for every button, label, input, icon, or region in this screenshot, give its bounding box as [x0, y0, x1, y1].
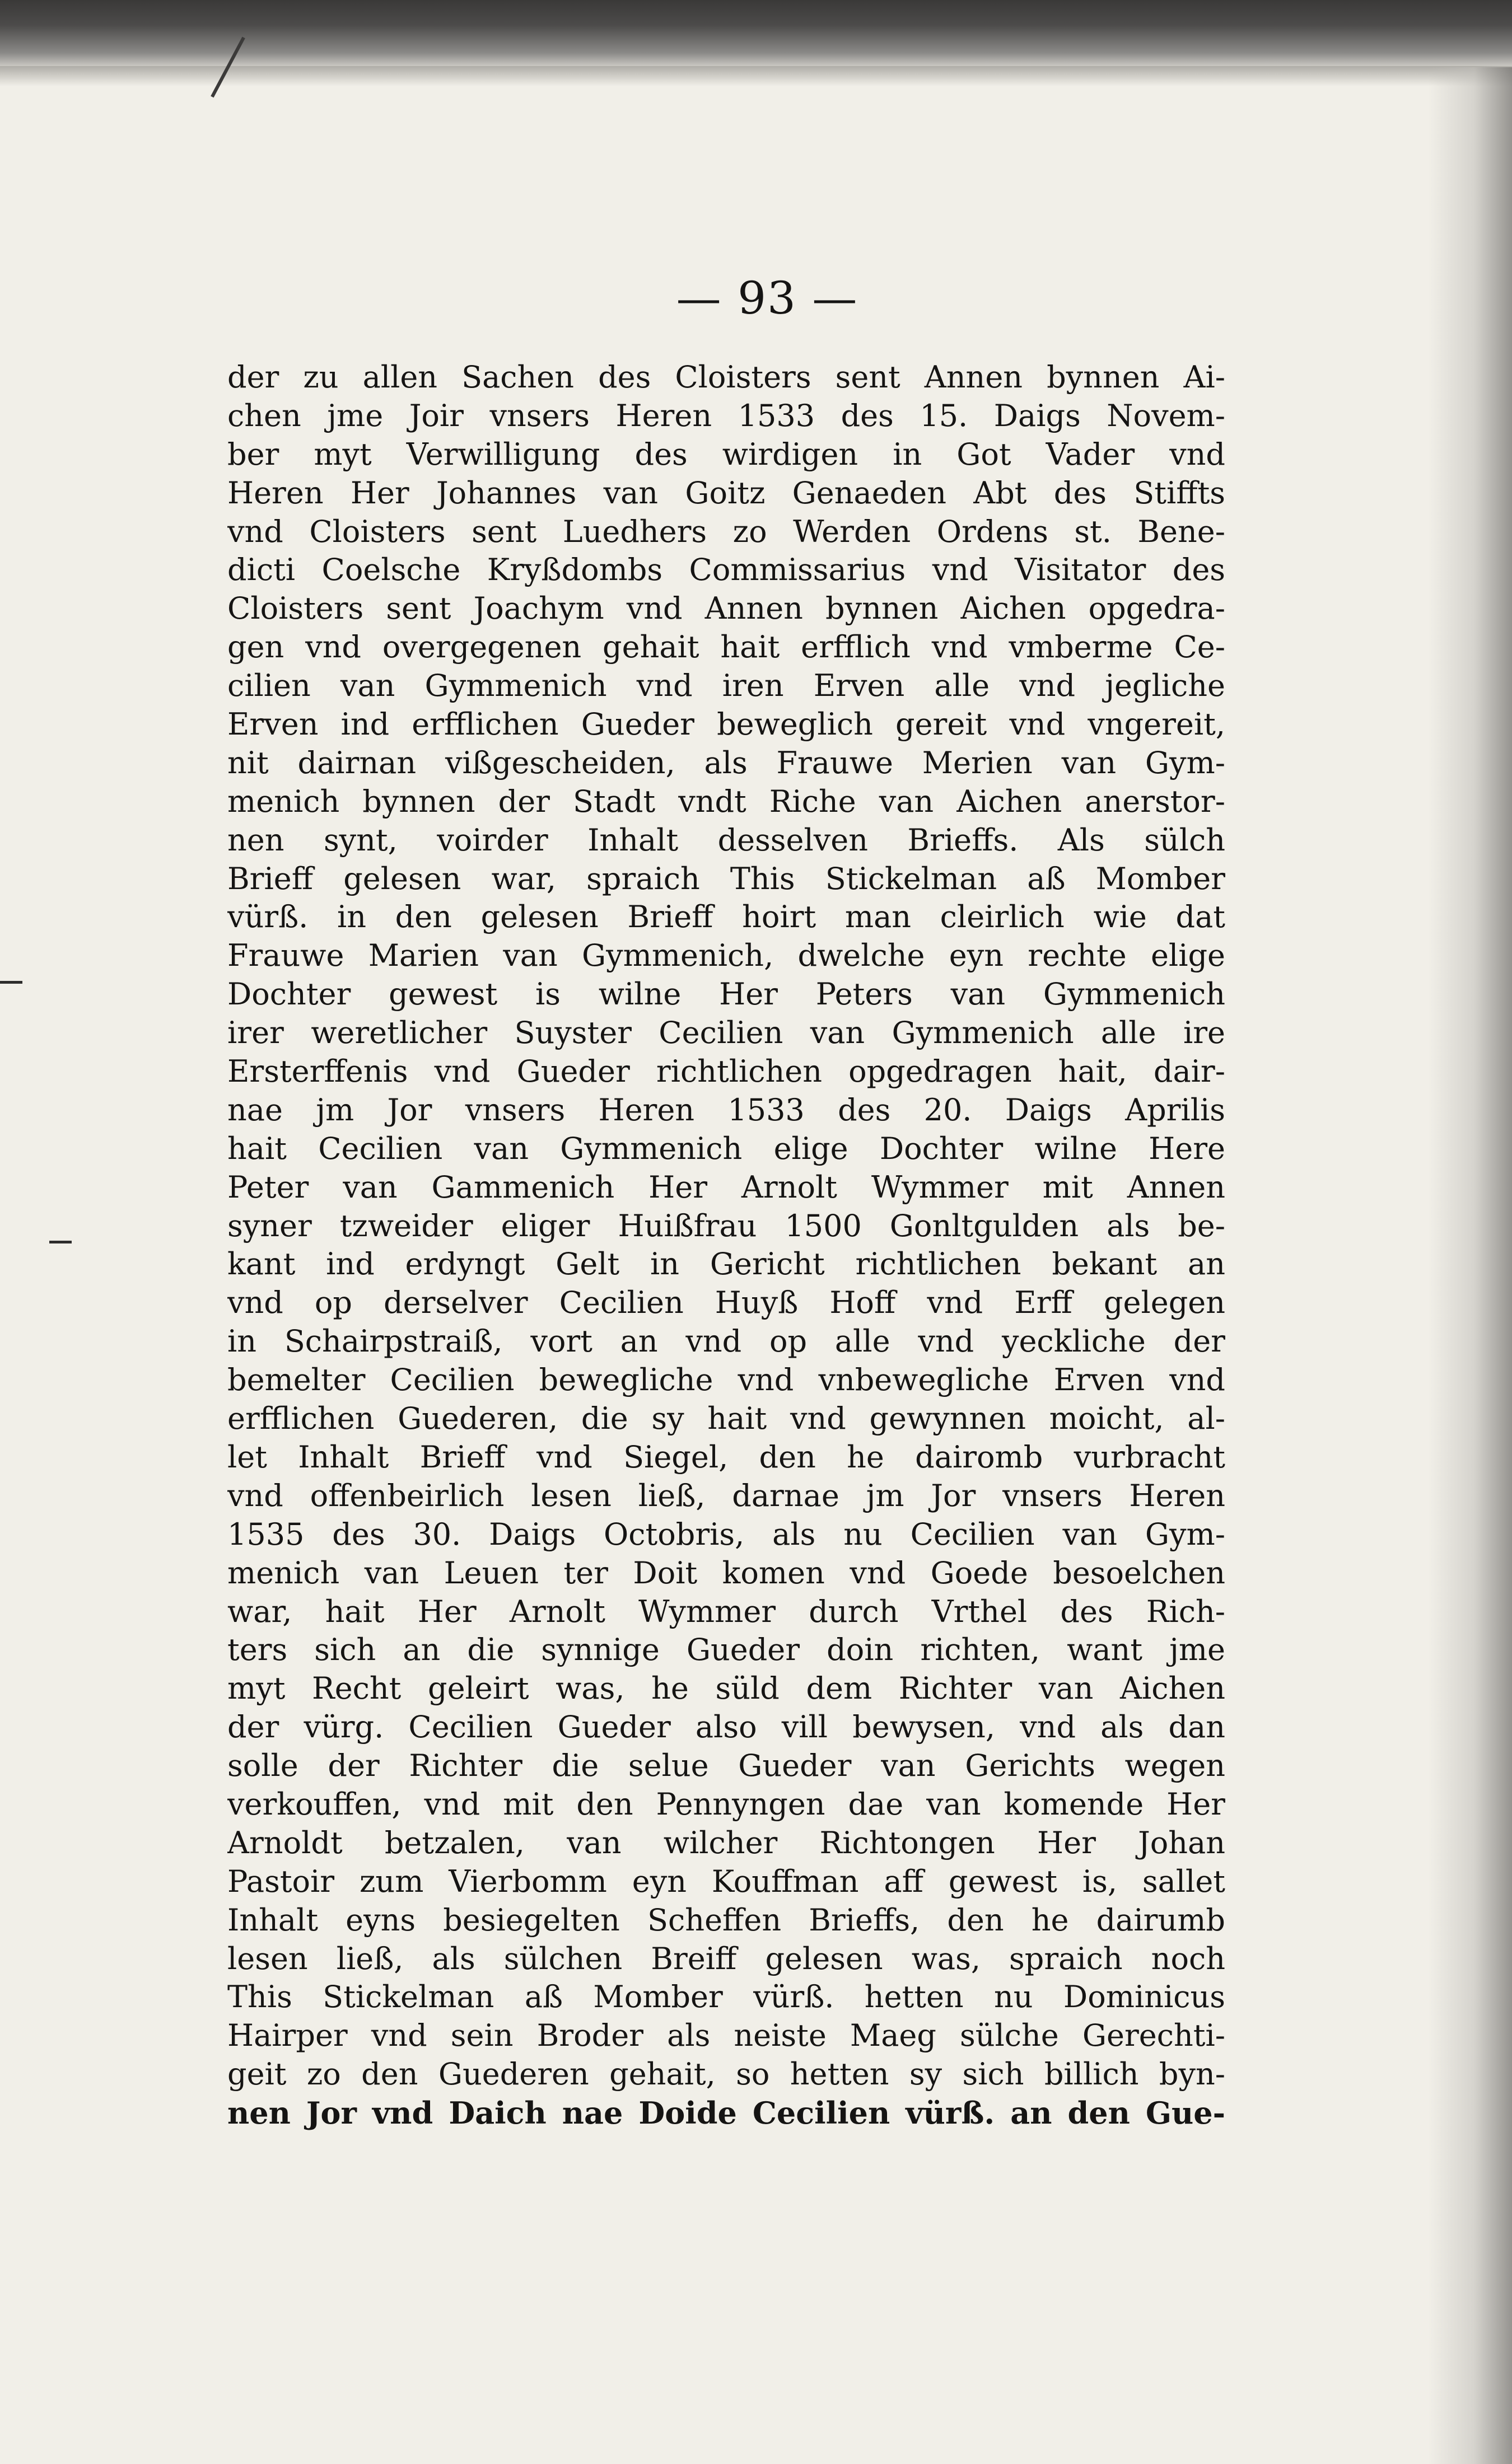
text-line: lesen ließ, als sülchen Breiff gelesen was, spraich noch [227, 1941, 1225, 1976]
body-text [227, 358, 1225, 2133]
text-line: Heren Her Johannes van Goitz Genaeden Abt des Stiffts [227, 475, 1225, 511]
page-number: — 93 — [676, 272, 858, 324]
text-line: 1535 des 30. Daigs Octobris, als nu Cecilien van Gym- [227, 1516, 1225, 1552]
text-line: erfflichen Guederen, die sy hait vnd gewynnen moicht, al- [227, 1401, 1225, 1437]
text-line: Erven ind erfflichen Gueder beweglich gereit vnd vngereit, [227, 707, 1225, 742]
text-line: myt Recht geleirt was, he süld dem Richter van Aichen [227, 1671, 1225, 1706]
text-line: let Inhalt Brieff vnd Siegel, den he dairomb vurbracht [227, 1439, 1225, 1475]
text-line: Cloisters sent Joachym vnd Annen bynnen Aichen opgedra- [227, 591, 1225, 626]
text-line: vürß. in den gelesen Brieff hoirt man cleirlich wie dat [227, 899, 1225, 935]
text-line: der zu allen Sachen des Cloisters sent Annen bynnen Ai- [227, 359, 1225, 395]
text-line: cilien van Gymmenich vnd iren Erven alle vnd jegliche [227, 668, 1225, 704]
text-line: Inhalt eyns besiegelten Scheffen Brieffs, den he dairumb [227, 1902, 1225, 1938]
text-line: Ersterffenis vnd Gueder richtlichen opgedragen hait, dair- [227, 1054, 1225, 1090]
text-line: hait Cecilien van Gymmenich elige Dochter wilne Here [227, 1130, 1225, 1166]
text-line: ber myt Verwilligung des wirdigen in Got Vader vnd [227, 436, 1225, 472]
text-line: Pastoir zum Vierbomm eyn Kouffman aff gewest is, sallet [227, 1863, 1225, 1899]
text-line: dicti Coelsche Kryßdombs Commissarius vnd Visitator des [227, 552, 1225, 588]
scan-gutter-mark [0, 981, 22, 984]
text-line: nen synt, voirder Inhalt desselven Brieffs. Als sülch [227, 822, 1225, 858]
text-line: ters sich an die synnige Gueder doin richten, want jme [227, 1632, 1225, 1668]
text-line: Hairper vnd sein Broder als neiste Maeg sülche Gerechti- [227, 2018, 1225, 2054]
text-line: verkouffen, vnd mit den Pennyngen dae van komende Her [227, 1786, 1225, 1822]
text-line: irer weretlicher Suyster Cecilien van Gymmenich alle ire [227, 1015, 1225, 1051]
text-line: Brieff gelesen war, spraich This Stickelman aß Momber [227, 861, 1225, 896]
text-line: chen jme Joir vnsers Heren 1533 des 15. Daigs Novem- [227, 398, 1225, 433]
text-line: gen vnd overgegenen gehait hait erfflich vnd vmberme Ce- [227, 629, 1225, 665]
text-line: menich van Leuen ter Doit komen vnd Goede besoelchen [227, 1555, 1225, 1591]
text-line: vnd offenbeirlich lesen ließ, darnae jm Jor vnsers Heren [227, 1478, 1225, 1513]
text-line: nen Jor vnd Daich nae Doide Cecilien vürß. an den Gue- [227, 2095, 1225, 2131]
text-line: in Schairpstraiß, vort an vnd op alle vnd yeckliche der [227, 1324, 1225, 1359]
text-line: bemelter Cecilien bewegliche vnd vnbewegliche Erven vnd [227, 1362, 1225, 1398]
text-line: war, hait Her Arnolt Wymmer durch Vrthel des Rich- [227, 1593, 1225, 1629]
text-line: der vürg. Cecilien Gueder also vill bewysen, vnd als dan [227, 1709, 1225, 1745]
scan-gutter-mark [49, 1241, 72, 1243]
text-line: This Stickelman aß Momber vürß. hetten nu Dominicus [227, 1979, 1225, 2015]
scan-right-shadow [1428, 67, 1512, 2464]
text-line: syner tzweider eliger Huißfrau 1500 Gonltgulden als be- [227, 1208, 1225, 1243]
text-line: Peter van Gammenich Her Arnolt Wymmer mit Annen [227, 1169, 1225, 1205]
text-line: vnd op derselver Cecilien Huyß Hoff vnd Erff gelegen [227, 1285, 1225, 1321]
text-line: nae jm Jor vnsers Heren 1533 des 20. Daigs Aprilis [227, 1092, 1225, 1128]
text-line: menich bynnen der Stadt vndt Riche van Aichen anerstor- [227, 783, 1225, 819]
text-line: solle der Richter die selue Gueder van Gerichts wegen [227, 1748, 1225, 1784]
text-line: Frauwe Marien van Gymmenich, dwelche eyn rechte elige [227, 938, 1225, 974]
text-line: kant ind erdyngt Gelt in Gericht richtlichen bekant an [227, 1246, 1225, 1282]
text-line: nit dairnan vißgescheiden, als Frauwe Merien van Gym- [227, 745, 1225, 780]
scan-top-shadow [0, 0, 1512, 66]
text-line: vnd Cloisters sent Luedhers zo Werden Ordens st. Bene- [227, 513, 1225, 549]
text-line: geit zo den Guederen gehait, so hetten sy sich billich byn- [227, 2056, 1225, 2092]
text-line: Arnoldt betzalen, van wilcher Richtongen Her Johan [227, 1825, 1225, 1860]
text-line: Dochter gewest is wilne Her Peters van Gymmenich [227, 976, 1225, 1012]
